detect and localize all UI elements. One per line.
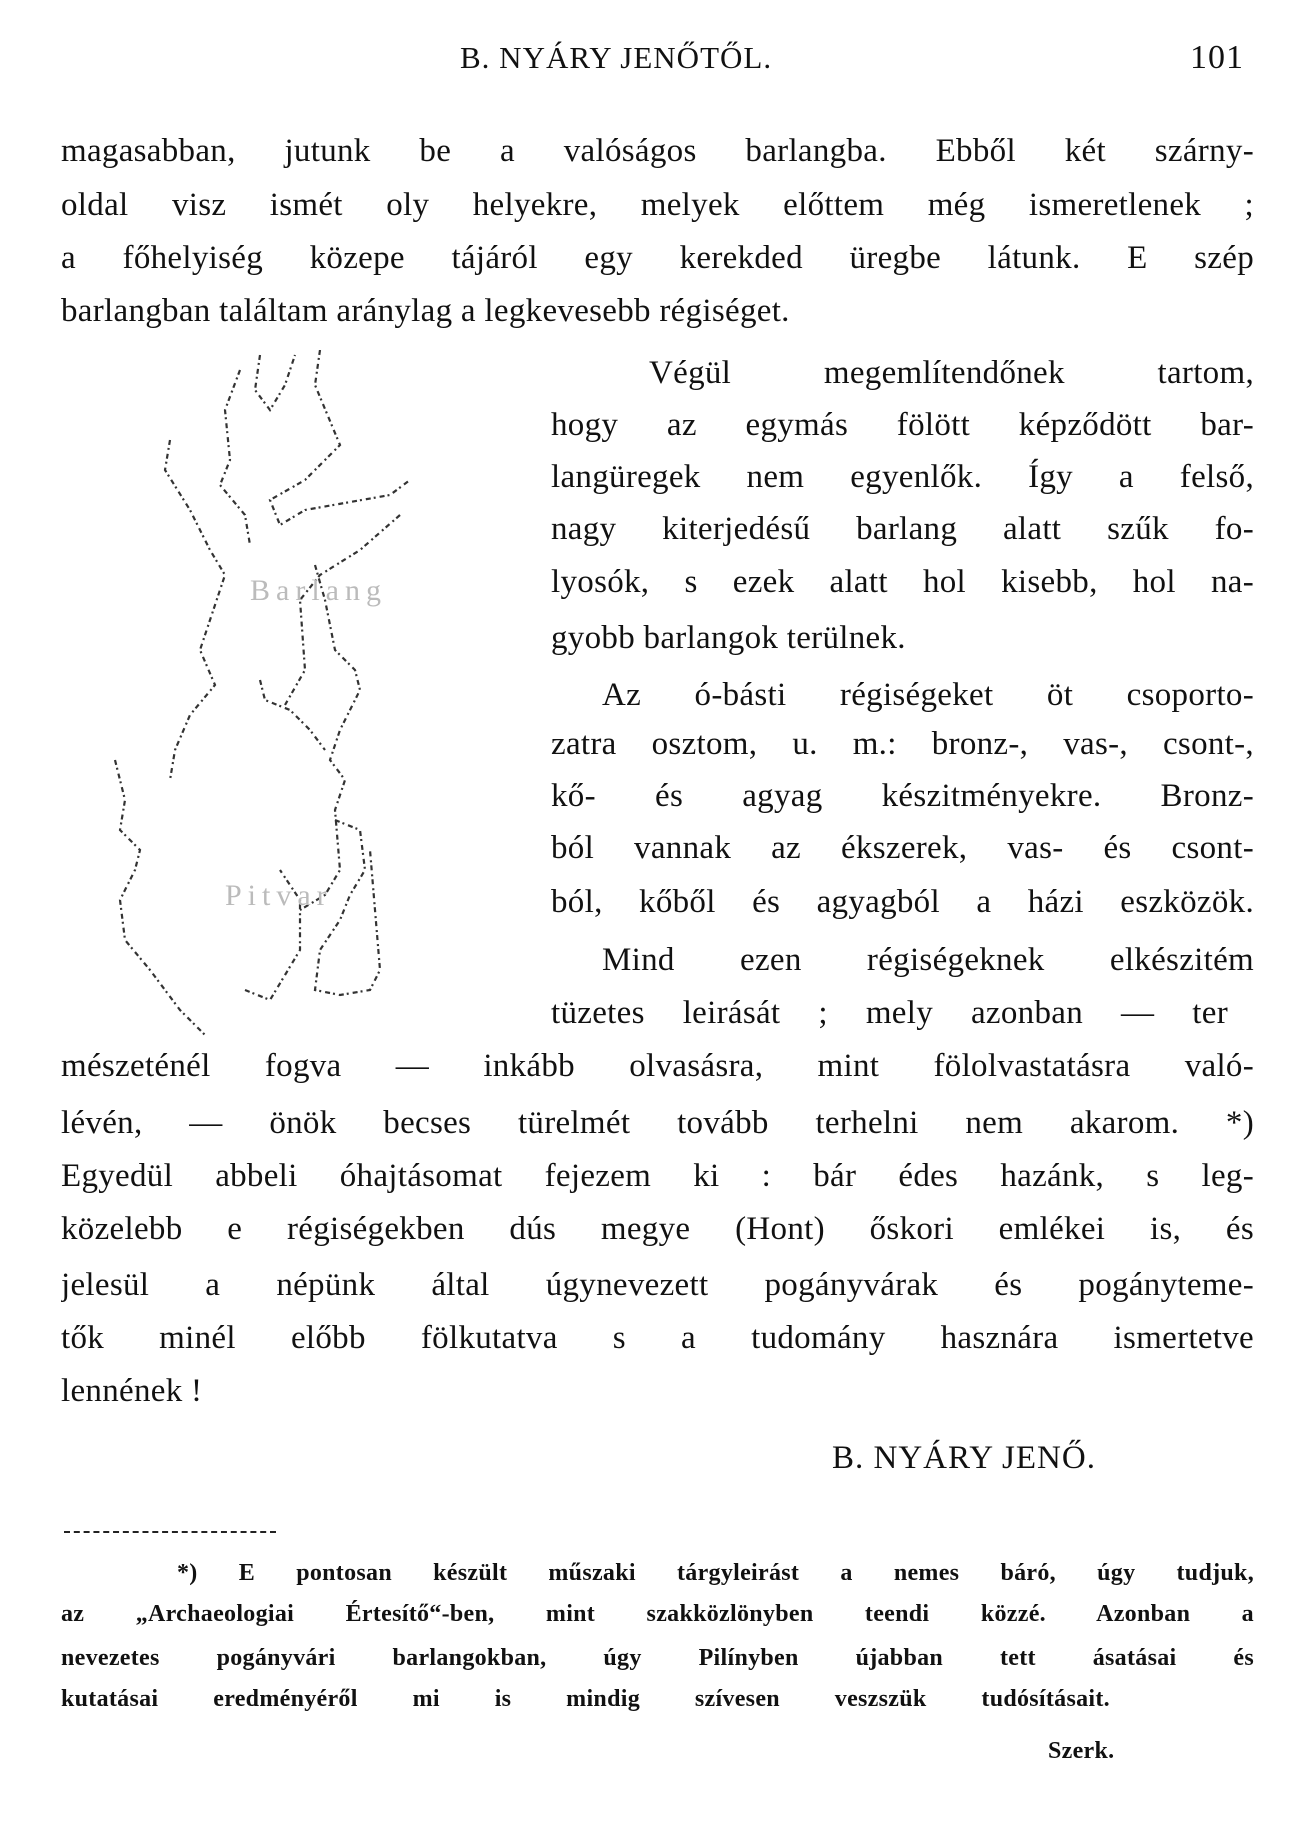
body-line: jelesül a népünk által úgynevezett pogányvárak és pogányteme- [61, 1267, 1254, 1303]
body-line: barlangban találtam aránylag a legkevesebb régiséget. [61, 293, 790, 329]
page-number: 101 [1190, 39, 1244, 76]
cave-map-figure [110, 350, 500, 1040]
cave-outline-lower [115, 565, 360, 1035]
body-line: tők minél előbb fölkutatva s a tudomány hasznára ismertetve [61, 1320, 1254, 1356]
body-line: gyobb barlangok terülnek. [551, 620, 906, 656]
footnote-sign: Szerk. [1048, 1738, 1115, 1764]
body-line: Végül megemlítendőnek tartom, [649, 355, 1254, 391]
body-line: ból vannak az ékszerek, vas- és csont- [551, 830, 1254, 866]
body-line: mészeténél fogva — inkább olvasásra, mint fölolvastatásra való- [61, 1048, 1254, 1084]
footnote-rule [64, 1531, 276, 1533]
footnote-line: az „Archaeologiai Értesítő“-ben, mint szakközlönyben teendi közzé. Azonban a [61, 1601, 1254, 1627]
body-line: Az ó-básti régiségeket öt csoporto- [602, 677, 1254, 713]
cave-outline-left [165, 370, 250, 780]
body-line: ból, kőből és agyagból a házi eszközök. [551, 884, 1254, 920]
cave-outline-upper [255, 350, 410, 705]
footnote-line: *) E pontosan készült műszaki tárgyleirást a nemes báró, úgy tudjuk, [177, 1560, 1254, 1586]
body-line: kő- és agyag készitményekre. Bronz- [551, 778, 1254, 814]
figure-label-barlang: Barlang [250, 574, 387, 607]
body-line: nagy kiterjedésű barlang alatt szűk fo- [551, 511, 1254, 547]
footnote-line: kutatásai eredményéről mi is mindig szívesen veszszük tudósításait. [61, 1686, 1110, 1712]
body-line: magasabban, jutunk be a valóságos barlangba. Ebből két szárny- [61, 133, 1254, 169]
running-title: B. NYÁRY JENŐTŐL. [460, 40, 773, 75]
body-line: Egyedül abbeli óhajtásomat fejezem ki : bár édes hazánk, s leg- [61, 1158, 1254, 1194]
body-line: oldal visz ismét oly helyekre, melyek előttem még ismeretlenek ; [61, 187, 1254, 223]
body-line: Mind ezen régiségeknek elkészitém [602, 942, 1254, 978]
body-line: hogy az egymás fölött képződött bar- [551, 407, 1254, 443]
body-line: tüzetes leirását ; mely azonban — ter [551, 995, 1228, 1031]
footnote-line: nevezetes pogányvári barlangokban, úgy Pilínyben újabban tett ásatásai és [61, 1645, 1254, 1671]
body-line: közelebb e régiségekben dús megye (Hont) őskori emlékei is, és [61, 1211, 1254, 1247]
body-line: lyosók, s ezek alatt hol kisebb, hol na- [551, 564, 1254, 600]
figure-label-pitvar: Pitvar [225, 879, 333, 912]
signature: B. NYÁRY JENŐ. [832, 1440, 1096, 1476]
body-line: langüregek nem egyenlők. Így a felső, [551, 459, 1254, 495]
body-line: zatra osztom, u. m.: bronz-, vas-, csont-, [551, 726, 1254, 762]
body-line: lévén, — önök becses türelmét tovább terhelni nem akarom. *) [61, 1105, 1254, 1141]
body-line: a főhelyiség közepe tájáról egy kerekded üregbe látunk. E szép [61, 240, 1254, 276]
body-line: lennének ! [61, 1373, 203, 1409]
